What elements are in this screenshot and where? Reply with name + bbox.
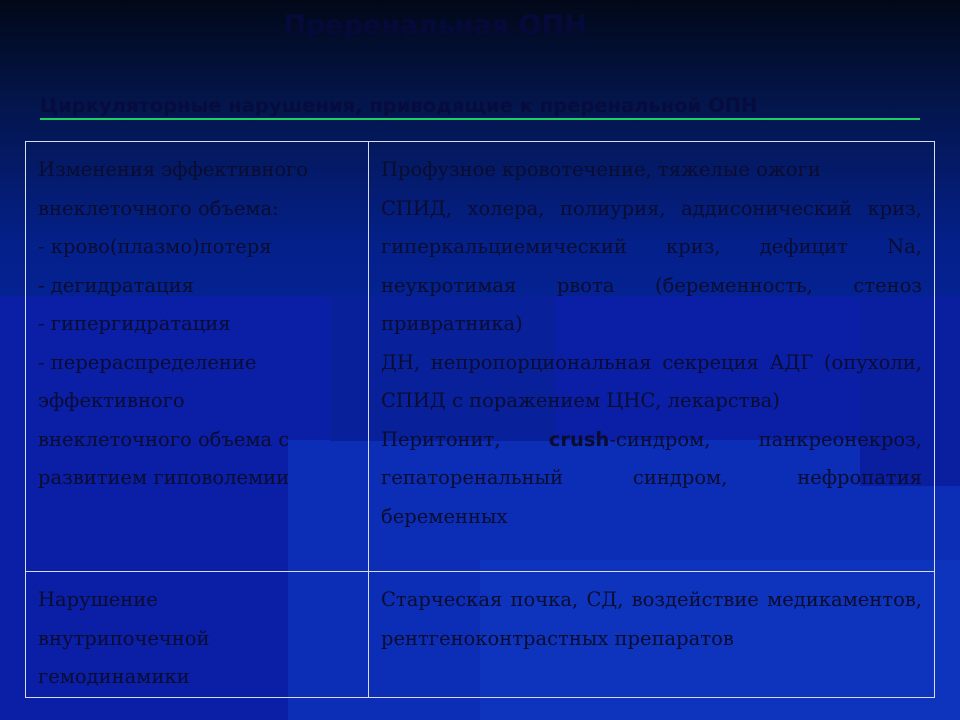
table-cell-causes [369, 142, 935, 572]
table-cell-category [26, 572, 369, 698]
cell-line: гемодинамики [38, 665, 190, 688]
table-row [26, 572, 935, 698]
cell-line: Изменения эффективного [38, 158, 309, 181]
cell-line: Нарушение [38, 588, 158, 611]
table-cell-causes [369, 572, 935, 698]
cell-paragraph: Старческая почка, СД, воздействие медикаментов, рентгеноконтрастных препаратов [381, 588, 922, 650]
cell-line: развитием гиповолемии [38, 466, 290, 489]
cell-paragraph: ДН, непропорциональная секреция АДГ (опухоли, СПИД с поражением ЦНС, лекарства) [381, 350, 922, 412]
table-cell-category [26, 142, 369, 572]
cell-paragraph: Профузное кровотечение, тяжелые ожоги [381, 158, 821, 181]
cell-line: внеклеточного объема с [38, 427, 290, 451]
causes-table [25, 141, 935, 698]
crush-term: crush [548, 427, 610, 451]
cell-paragraph [381, 421, 922, 537]
cell-line: внутрипочечной [38, 626, 210, 650]
slide-title: Преренальная ОПН [283, 10, 587, 41]
cell-line: - крово(плазмо)потеря [38, 235, 272, 258]
text-run: -синдром, панкреонекроз, гепаторенальный синдром, нефропатия беременных [381, 427, 922, 528]
cell-line: - перераспределение [38, 350, 257, 374]
slide-subtitle: Циркуляторные нарушения, приводящие к преренальной ОПН [40, 94, 920, 120]
cell-line: - дегидратация [38, 273, 194, 297]
cell-line: - гипергидратация [38, 312, 231, 335]
text-run: Перитонит, [381, 427, 549, 451]
cell-paragraph: СПИД, холера, полиурия, аддисонический криз, гиперкальциемический криз, дефицит Na, неукротимая рвота (беременность, стеноз привратника) [381, 196, 922, 335]
cell-line: эффективного [38, 389, 185, 412]
table-row [26, 142, 935, 572]
cell-line: внеклеточного объема: [38, 196, 279, 220]
